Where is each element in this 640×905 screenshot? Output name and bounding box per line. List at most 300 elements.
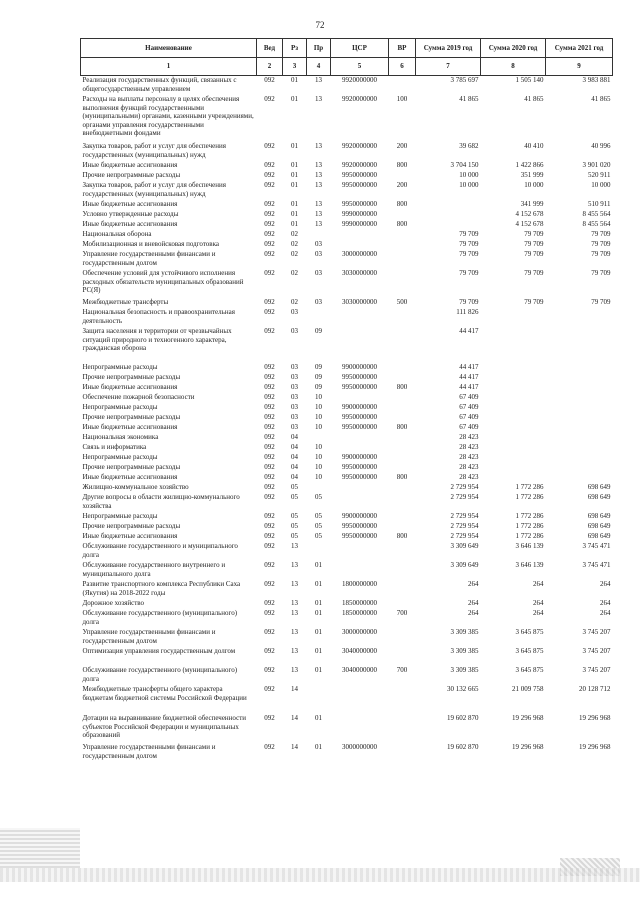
row-sum-2021: 8 455 564: [582, 210, 611, 218]
row-ved: 092: [264, 210, 275, 218]
row-ved: 092: [264, 200, 275, 208]
row-sum-2021: 698 649: [587, 512, 611, 520]
row-sum-2020: 19 296 968: [512, 714, 544, 722]
row-sum-2021: 3 745 207: [582, 647, 611, 655]
row-pr: 10: [315, 443, 322, 451]
row-name: Закупка товаров, работ и услуг для обеспечения государственных (муниципальных) нужд: [82, 142, 226, 159]
row-sum-2021: 698 649: [587, 483, 611, 491]
row-vr: 200: [396, 181, 408, 189]
row-vr: [389, 250, 416, 269]
row-name: Обеспечение условий для устойчивого исполнения расходных обязательств муниципальных образований РС(Я): [82, 269, 244, 294]
row-name: Непрограммные расходы: [82, 512, 158, 520]
row-vr: 800: [396, 161, 408, 169]
row-rz: 03: [291, 373, 298, 381]
row-pr: 10: [315, 413, 322, 421]
row-sum-2020: 41 865: [524, 95, 544, 103]
row-sum-2021: 264: [600, 580, 611, 588]
row-sum-2020: [481, 423, 546, 433]
row-vr: [389, 580, 416, 599]
row-name: Прочие непрограммные расходы: [82, 522, 181, 530]
row-csr: [331, 483, 389, 493]
row-csr: 9920000000: [342, 76, 377, 84]
row-sum-2020: 40 410: [524, 142, 544, 150]
row-name: Управление государственными финансами и государственным долгом: [82, 743, 216, 760]
row-sum-2020: [481, 443, 546, 453]
row-csr: 9950000000: [342, 473, 377, 481]
row-vr: [389, 493, 416, 512]
row-csr: [331, 308, 389, 327]
page-number: 72: [315, 20, 325, 30]
row-sum-2021: 3 745 207: [582, 628, 611, 636]
row-ved: 092: [264, 142, 275, 150]
row-name: Реализация государственных функций, связанных с общегосударственным управлением: [82, 76, 237, 93]
table-row: [81, 542, 613, 561]
row-rz: 13: [291, 561, 298, 569]
table-row: [81, 483, 613, 493]
row-sum-2021: 79 709: [591, 269, 611, 277]
row-ved: 092: [264, 181, 275, 189]
row-ved: 092: [264, 685, 275, 693]
row-vr: [389, 230, 416, 240]
row-csr: 9950000000: [342, 383, 377, 391]
row-csr: [331, 685, 389, 714]
row-vr: 100: [396, 95, 408, 103]
row-sum-2020: [481, 433, 546, 443]
row-vr: 800: [396, 532, 408, 540]
row-name: Иные бюджетные ассигнования: [82, 220, 178, 228]
row-rz: 02: [291, 240, 298, 248]
row-sum-2020: 264: [533, 609, 544, 617]
row-rz: 02: [291, 250, 298, 258]
row-name: Иные бюджетные ассигнования: [82, 200, 178, 208]
row-sum-2019: 264: [468, 609, 479, 617]
row-rz: 04: [291, 473, 298, 481]
table-row: [81, 181, 613, 200]
row-sum-2019: 67 409: [459, 423, 479, 431]
row-sum-2021: [546, 463, 613, 473]
row-sum-2021: 698 649: [587, 532, 611, 540]
row-csr: 9900000000: [342, 403, 377, 411]
row-ved: 092: [264, 628, 275, 636]
row-sum-2021: 10 000: [591, 181, 611, 189]
table-row: [81, 413, 613, 423]
row-name: Иные бюджетные ассигнования: [82, 423, 178, 431]
row-ved: 092: [264, 95, 275, 103]
row-pr: [307, 230, 331, 240]
row-sum-2021: 8 455 564: [582, 220, 611, 228]
column-header: Сумма 2020 год: [481, 39, 546, 58]
row-vr: [389, 628, 416, 647]
row-rz: 05: [291, 512, 298, 520]
row-rz: 01: [291, 142, 298, 150]
row-vr: 800: [396, 220, 408, 228]
row-sum-2020: [481, 453, 546, 463]
row-rz: 05: [291, 532, 298, 540]
row-vr: [389, 453, 416, 463]
table-row: [81, 609, 613, 628]
row-ved: 092: [264, 240, 275, 248]
row-pr: 01: [315, 561, 322, 569]
row-vr: [389, 308, 416, 327]
row-sum-2019: 19 602 870: [447, 743, 479, 751]
row-name: Обеспечение пожарной безопасности: [82, 393, 195, 401]
row-pr: 13: [315, 76, 322, 84]
table-row: [81, 240, 613, 250]
row-pr: 13: [315, 200, 322, 208]
row-sum-2020: 10 000: [524, 181, 544, 189]
row-pr: 13: [315, 171, 322, 179]
row-csr: [331, 714, 389, 743]
row-sum-2019: 2 729 954: [450, 483, 479, 491]
row-csr: 9950000000: [342, 171, 377, 179]
row-rz: 01: [291, 220, 298, 228]
table-row: [81, 200, 613, 210]
row-rz: 02: [291, 298, 298, 306]
row-vr: [389, 413, 416, 423]
row-pr: 05: [315, 512, 322, 520]
row-ved: 092: [264, 250, 275, 258]
row-sum-2019: 28 423: [459, 433, 479, 441]
row-sum-2020: 264: [533, 599, 544, 607]
row-ved: 092: [264, 363, 275, 371]
row-ved: 092: [264, 483, 275, 491]
row-rz: 03: [291, 327, 298, 335]
row-pr: [307, 542, 331, 561]
row-rz: 04: [291, 453, 298, 461]
row-sum-2021: [546, 453, 613, 463]
row-rz: 05: [291, 522, 298, 530]
row-rz: 04: [291, 433, 298, 441]
row-sum-2020: 19 296 968: [512, 743, 544, 751]
column-header: ВР: [389, 39, 416, 58]
row-sum-2019: 2 729 954: [450, 493, 479, 501]
table-row: [81, 580, 613, 599]
row-rz: 01: [291, 171, 298, 179]
row-pr: 01: [315, 647, 322, 655]
row-sum-2019: 79 709: [459, 250, 479, 258]
row-vr: [389, 561, 416, 580]
row-sum-2020: 79 709: [524, 230, 544, 238]
row-sum-2021: 3 983 881: [582, 76, 611, 84]
row-sum-2019: 2 729 954: [450, 512, 479, 520]
row-vr: 500: [396, 298, 408, 306]
row-rz: 13: [291, 609, 298, 617]
row-csr: [331, 443, 389, 453]
row-sum-2020: 1 505 140: [515, 76, 544, 84]
row-csr: 9950000000: [342, 200, 377, 208]
row-name: Другие вопросы в области жилищно-коммунального хозяйства: [82, 493, 240, 510]
row-sum-2021: 19 296 968: [579, 743, 611, 751]
row-vr: [389, 363, 416, 373]
table-row: [81, 403, 613, 413]
row-vr: [389, 483, 416, 493]
row-sum-2019: 44 417: [459, 327, 479, 335]
row-sum-2021: [546, 363, 613, 373]
row-sum-2019: 2 729 954: [450, 522, 479, 530]
row-pr: 09: [315, 373, 322, 381]
row-ved: 092: [264, 171, 275, 179]
row-ved: 092: [264, 609, 275, 617]
row-sum-2020: 1 772 286: [515, 512, 544, 520]
row-vr: [389, 373, 416, 383]
row-sum-2020: 3 646 139: [515, 561, 544, 569]
row-csr: [331, 433, 389, 443]
row-ved: 092: [264, 743, 275, 751]
row-vr: 800: [396, 473, 408, 481]
row-rz: 13: [291, 666, 298, 674]
row-ved: 092: [264, 76, 275, 84]
row-sum-2019: 30 132 665: [447, 685, 479, 693]
row-sum-2019: 3 785 697: [450, 76, 479, 84]
row-sum-2020: 79 709: [524, 250, 544, 258]
table-row: [81, 171, 613, 181]
row-sum-2021: 40 996: [591, 142, 611, 150]
row-rz: 04: [291, 463, 298, 471]
row-sum-2019: 79 709: [459, 269, 479, 277]
row-sum-2021: [546, 383, 613, 393]
row-rz: 05: [291, 483, 298, 491]
table-row: [81, 599, 613, 609]
row-rz: 01: [291, 76, 298, 84]
row-sum-2021: 41 865: [591, 95, 611, 103]
row-vr: [389, 714, 416, 743]
row-pr: 13: [315, 142, 322, 150]
row-rz: 13: [291, 542, 298, 550]
row-name: Расходы на выплаты персоналу в целях обеспечения выполнения функций государственными (муниципальными) органами, казенными учреждениями, органами управления государственными внебюджетными фондами: [82, 95, 254, 137]
column-number: 1: [81, 58, 257, 76]
row-sum-2021: 3 745 471: [582, 542, 611, 550]
row-name: Непрограммные расходы: [82, 363, 158, 371]
row-rz: 13: [291, 647, 298, 655]
row-pr: 05: [315, 493, 322, 501]
row-csr: 3000000000: [342, 250, 377, 258]
row-sum-2021: 698 649: [587, 522, 611, 530]
row-sum-2019: 111 826: [456, 308, 479, 316]
row-vr: [389, 240, 416, 250]
row-csr: 9920000000: [342, 95, 377, 103]
row-rz: 05: [291, 493, 298, 501]
column-header: Вед: [257, 39, 283, 58]
row-vr: [389, 685, 416, 714]
row-pr: 10: [315, 393, 322, 401]
row-sum-2020: [481, 363, 546, 373]
row-csr: 9920000000: [342, 142, 377, 150]
row-pr: [307, 433, 331, 443]
column-numbers-row: [81, 58, 613, 76]
row-sum-2021: 19 296 968: [579, 714, 611, 722]
row-sum-2021: 264: [600, 609, 611, 617]
table-row: [81, 714, 613, 743]
row-sum-2019: 3 309 385: [450, 666, 479, 674]
row-csr: 9950000000: [342, 463, 377, 471]
table-row: [81, 685, 613, 714]
table-row: [81, 210, 613, 220]
row-pr: 13: [315, 161, 322, 169]
table-row: [81, 363, 613, 373]
row-sum-2020: 4 152 678: [515, 210, 544, 218]
row-rz: 01: [291, 181, 298, 189]
row-pr: 01: [315, 628, 322, 636]
row-name: Иные бюджетные ассигнования: [82, 161, 178, 169]
row-sum-2021: 698 649: [587, 493, 611, 501]
row-sum-2021: [546, 443, 613, 453]
row-sum-2021: 20 128 712: [579, 685, 611, 693]
column-number: 2: [257, 58, 283, 76]
row-ved: 092: [264, 220, 275, 228]
row-sum-2020: 264: [533, 580, 544, 588]
row-pr: 10: [315, 453, 322, 461]
row-sum-2019: 67 409: [459, 403, 479, 411]
row-sum-2020: [481, 308, 546, 327]
row-sum-2021: 3 745 471: [582, 561, 611, 569]
row-sum-2020: 4 152 678: [515, 220, 544, 228]
row-sum-2019: 19 602 870: [447, 714, 479, 722]
row-pr: 05: [315, 522, 322, 530]
table-row: [81, 383, 613, 393]
row-sum-2021: 264: [600, 599, 611, 607]
row-sum-2019: 3 704 150: [450, 161, 479, 169]
row-vr: [389, 433, 416, 443]
table-row: [81, 433, 613, 443]
row-csr: 9990000000: [342, 210, 377, 218]
row-name: Прочие непрограммные расходы: [82, 373, 181, 381]
table-row: [81, 95, 613, 142]
row-name: Обслуживание государственного (муниципального) долга: [82, 609, 238, 626]
row-ved: 092: [264, 161, 275, 169]
row-sum-2021: [546, 423, 613, 433]
row-pr: 13: [315, 210, 322, 218]
row-name: Национальная экономика: [82, 433, 159, 441]
row-rz: 13: [291, 580, 298, 588]
row-csr: 9950000000: [342, 181, 377, 189]
row-sum-2021: 79 709: [591, 230, 611, 238]
row-sum-2020: [481, 373, 546, 383]
row-sum-2020: [481, 473, 546, 483]
row-sum-2019: 3 309 385: [450, 647, 479, 655]
row-ved: 092: [264, 580, 275, 588]
row-ved: 092: [264, 403, 275, 411]
row-sum-2019: [416, 210, 481, 220]
row-rz: 03: [291, 413, 298, 421]
row-pr: 13: [315, 95, 322, 103]
row-rz: 02: [291, 230, 298, 238]
row-pr: [307, 308, 331, 327]
row-pr: 05: [315, 532, 322, 540]
table-row: [81, 493, 613, 512]
row-vr: [389, 647, 416, 666]
row-vr: [389, 210, 416, 220]
table-row: [81, 512, 613, 522]
row-name: Иные бюджетные ассигнования: [82, 383, 178, 391]
row-vr: [389, 393, 416, 403]
column-header: Наименование: [81, 39, 257, 58]
row-sum-2020: 3 646 139: [515, 542, 544, 550]
row-pr: 01: [315, 714, 322, 722]
row-pr: 01: [315, 666, 322, 674]
table-row: [81, 628, 613, 647]
row-rz: 01: [291, 200, 298, 208]
table-row: [81, 561, 613, 580]
row-vr: [389, 542, 416, 561]
row-sum-2021: [546, 393, 613, 403]
column-number: 8: [481, 58, 546, 76]
row-sum-2021: 79 709: [591, 250, 611, 258]
row-pr: 03: [315, 250, 322, 258]
row-sum-2020: 3 645 875: [515, 666, 544, 674]
row-name: Связь и информатика: [82, 443, 147, 451]
row-sum-2019: [416, 200, 481, 210]
row-sum-2021: 79 709: [591, 240, 611, 248]
row-csr: 1850000000: [342, 599, 377, 607]
row-sum-2020: 1 772 286: [515, 532, 544, 540]
row-ved: 092: [264, 599, 275, 607]
row-csr: [331, 230, 389, 240]
row-sum-2020: 1 772 286: [515, 522, 544, 530]
row-sum-2019: [416, 220, 481, 230]
row-sum-2021: [546, 433, 613, 443]
column-number: 4: [307, 58, 331, 76]
row-rz: 03: [291, 403, 298, 411]
row-pr: 10: [315, 403, 322, 411]
column-number: 3: [283, 58, 307, 76]
row-vr: [389, 269, 416, 298]
row-pr: 03: [315, 269, 322, 277]
row-csr: 9990000000: [342, 220, 377, 228]
row-sum-2021: [546, 308, 613, 327]
table-row: [81, 743, 613, 762]
row-sum-2019: 79 709: [459, 240, 479, 248]
row-vr: [389, 327, 416, 363]
row-pr: 10: [315, 473, 322, 481]
row-sum-2021: [546, 327, 613, 363]
header-row: [81, 39, 613, 58]
table-row: [81, 269, 613, 298]
row-csr: 3000000000: [342, 743, 377, 751]
table-row: [81, 250, 613, 269]
row-name: Дорожное хозяйство: [82, 599, 145, 607]
row-csr: 9950000000: [342, 532, 377, 540]
row-csr: 3030000000: [342, 269, 377, 277]
row-vr: [389, 403, 416, 413]
row-name: Защита населения и территории от чрезвычайных ситуаций природного и техногенного характера, гражданская оборона: [82, 327, 232, 352]
row-csr: [331, 493, 389, 512]
row-rz: 01: [291, 95, 298, 103]
row-sum-2019: 44 417: [459, 383, 479, 391]
row-sum-2019: 10 000: [459, 181, 479, 189]
row-csr: 3030000000: [342, 298, 377, 306]
row-csr: 3040000000: [342, 666, 377, 674]
row-sum-2021: [546, 373, 613, 383]
budget-table: [80, 38, 613, 762]
row-csr: 9920000000: [342, 161, 377, 169]
row-csr: 9900000000: [342, 453, 377, 461]
row-vr: 800: [396, 200, 408, 208]
row-sum-2019: 10 000: [459, 171, 479, 179]
row-name: Мобилизационная и вневойсковая подготовка: [82, 240, 220, 248]
row-vr: 800: [396, 383, 408, 391]
row-sum-2021: 520 911: [588, 171, 611, 179]
row-name: Иные бюджетные ассигнования: [82, 532, 178, 540]
row-ved: 092: [264, 512, 275, 520]
row-name: Непрограммные расходы: [82, 453, 158, 461]
row-sum-2019: 3 309 385: [450, 628, 479, 636]
row-sum-2020: [481, 463, 546, 473]
row-sum-2020: 341 999: [520, 200, 544, 208]
row-ved: 092: [264, 463, 275, 471]
row-name: Межбюджетные трансферты общего характера бюджетам бюджетной системы Российской Федерации: [82, 685, 247, 702]
row-ved: 092: [264, 561, 275, 569]
row-rz: 14: [291, 743, 298, 751]
